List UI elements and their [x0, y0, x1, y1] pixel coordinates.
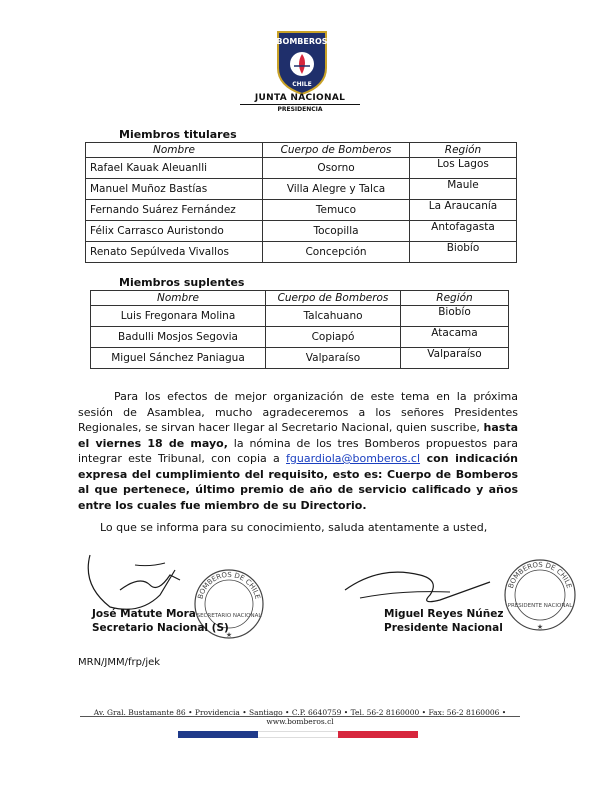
cell-region: Valparaíso [401, 348, 509, 369]
cell-cuerpo: Talcahuano [266, 306, 401, 327]
header-cuerpo: Cuerpo de Bomberos [263, 143, 410, 158]
table-header-row [91, 291, 509, 306]
stamp-right-center: PRESIDENTE NACIONAL [507, 603, 573, 609]
stamp-left-top: BOMBEROS DE CHILE [196, 570, 262, 600]
suplentes-title: Miembros suplentes [119, 276, 245, 289]
cell-cuerpo: Copiapó [266, 327, 401, 348]
table-header-row [86, 143, 517, 158]
footer-divider [80, 716, 520, 717]
header-region: Región [401, 291, 509, 306]
cell-region: Biobío [410, 242, 517, 263]
header-nombre: Nombre [86, 143, 263, 158]
signer-right-title: Presidente Nacional [384, 622, 503, 634]
cell-region: Los Lagos [410, 158, 517, 179]
flag-blue [178, 731, 258, 738]
footer-address: Av. Gral. Bustamante 86 • Providencia • Santiago • C.P. 6640759 • Tel. 56-2 8160000 • Fax: 56-2 8160006 • www.bomberos.cl [93, 708, 507, 726]
cell-cuerpo: Concepción [263, 242, 410, 263]
cell-region: Biobío [401, 306, 509, 327]
table-row [86, 242, 517, 263]
cell-nombre: Miguel Sánchez Paniagua [91, 348, 266, 369]
table-row [91, 348, 509, 369]
svg-text:★: ★ [225, 631, 233, 639]
flag-red [338, 731, 418, 738]
cell-cuerpo: Temuco [263, 200, 410, 221]
signature-right [384, 607, 503, 635]
cell-region: Atacama [401, 327, 509, 348]
email-link[interactable]: fguardiola@bomberos.cl [286, 452, 421, 465]
svg-text:★: ★ [536, 623, 544, 631]
logo-text-bottom: CHILE [292, 81, 312, 88]
header-nombre: Nombre [91, 291, 266, 306]
paragraph-text-2: la nómina de los tres Bomberos propuestos para integrar este Tribunal, con copia a [78, 436, 518, 465]
table-row [91, 327, 509, 348]
table-row [86, 221, 517, 242]
logo-text-top: BOMBEROS [276, 37, 328, 46]
cell-nombre: Fernando Suárez Fernández [86, 200, 263, 221]
signer-right-name: Miguel Reyes Núñez [384, 608, 504, 620]
signature-scribble-right [340, 560, 500, 610]
stamp-right-top: BOMBEROS DE CHILE [506, 560, 574, 590]
reference-initials: MRN/JMM/frp/jek [78, 657, 161, 668]
header-cuerpo: Cuerpo de Bomberos [266, 291, 401, 306]
cell-cuerpo: Valparaíso [266, 348, 401, 369]
cell-nombre: Rafael Kauak Aleuanlli [86, 158, 263, 179]
cell-cuerpo: Osorno [263, 158, 410, 179]
table-row [86, 179, 517, 200]
suplentes-table [90, 290, 509, 369]
org-subtitle: PRESIDENCIA [277, 106, 323, 113]
org-name: JUNTA NACIONAL [240, 93, 360, 105]
flag-stripe [178, 731, 418, 738]
bomberos-chile-logo [272, 26, 332, 96]
cell-nombre: Renato Sepúlveda Vivallos [86, 242, 263, 263]
table-row [91, 306, 509, 327]
stamp-left-center: SECRETARIO NACIONAL [196, 613, 262, 619]
table-row [86, 158, 517, 179]
titulares-table [85, 142, 517, 263]
body-paragraph [78, 389, 518, 513]
signature-left [92, 607, 229, 635]
cell-nombre: Luis Fregonara Molina [91, 306, 266, 327]
table-row [86, 200, 517, 221]
cell-cuerpo: Villa Alegre y Talca [263, 179, 410, 200]
cell-region: La Araucanía [410, 200, 517, 221]
stamp-right [502, 557, 578, 633]
signature-scribble-left [80, 545, 190, 615]
closing-line: Lo que se informa para su conocimiento, saluda atentamente a usted, [100, 521, 488, 534]
paragraph-text-1: Para los efectos de mejor organización de este tema en la próxima sesión de Asamblea, mucho agradeceremos a los señores Presidentes Regionales, se sirvan hacer llegar al Secretario Nacional, quien suscribe, [78, 390, 518, 434]
signer-left-name: José Matute Mora [92, 608, 196, 620]
cell-nombre: Félix Carrasco Auristondo [86, 221, 263, 242]
requirement-text: con indicación expresa del cumplimiento del requisito, esto es: Cuerpo de Bomberos al que pertenece, último premio de año de servicio calificado y años entre los cuales fue miembro de su Directorio. [78, 452, 518, 512]
cell-nombre: Badulli Mosjos Segovia [91, 327, 266, 348]
titulares-title: Miembros titulares [119, 128, 237, 141]
cell-region: Antofagasta [410, 221, 517, 242]
deadline-text: hasta el viernes 18 de mayo, [78, 421, 518, 450]
signer-left-title: Secretario Nacional (S) [92, 622, 229, 634]
header-region: Región [410, 143, 517, 158]
cell-nombre: Manuel Muñoz Bastías [86, 179, 263, 200]
flag-white [258, 731, 338, 738]
cell-region: Maule [410, 179, 517, 200]
cell-cuerpo: Tocopilla [263, 221, 410, 242]
